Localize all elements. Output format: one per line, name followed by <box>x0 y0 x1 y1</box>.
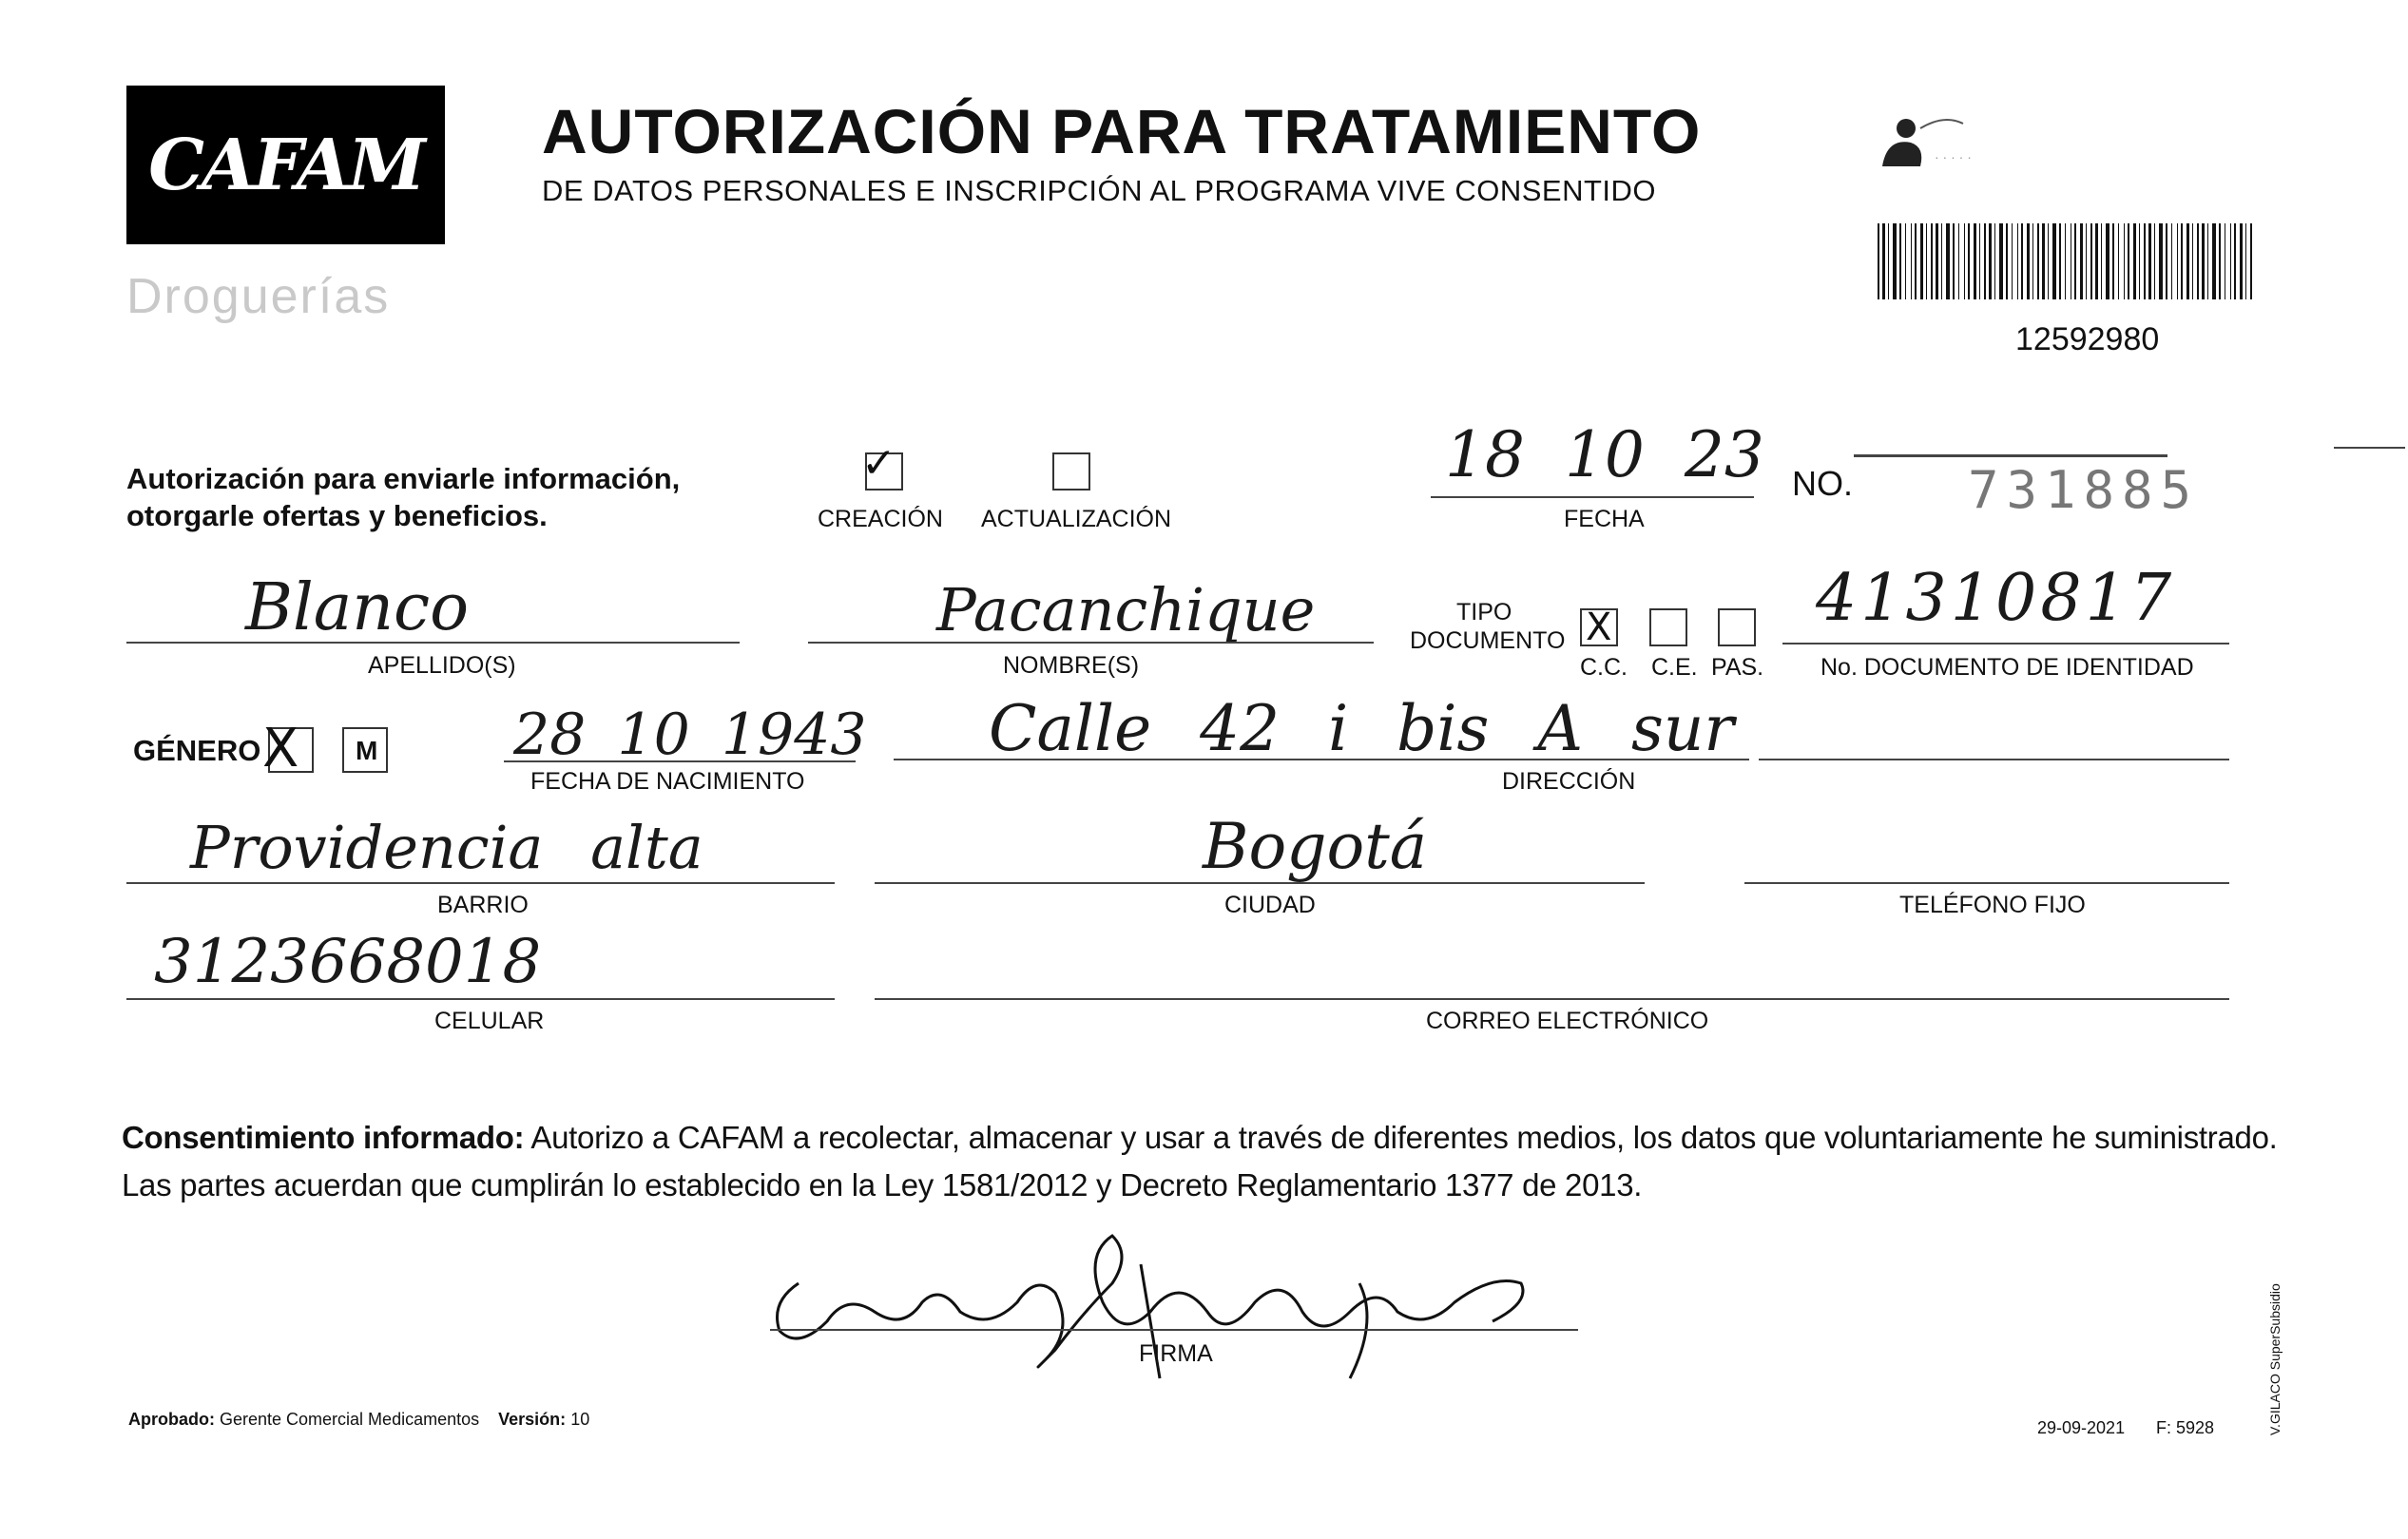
barcode-bar <box>1882 223 1885 299</box>
barcode-bar <box>2021 223 2023 299</box>
celular-label: CELULAR <box>434 1008 545 1034</box>
barcode-bar <box>2240 223 2243 299</box>
barcode-bar <box>1920 223 1923 299</box>
correo-label: CORREO ELECTRÓNICO <box>1426 1008 1709 1034</box>
svg-text:· · · · ·: · · · · · <box>1935 149 1972 164</box>
barcode-bar <box>1878 223 1879 299</box>
barcode-bar <box>1893 223 1897 299</box>
barcode-bar <box>2017 223 2018 299</box>
barcode-bar <box>2090 223 2092 299</box>
actualizacion-checkbox[interactable] <box>1052 452 1090 491</box>
ce-checkbox[interactable] <box>1649 608 1687 646</box>
barcode-bar <box>2106 223 2109 299</box>
barcode-bar <box>2059 223 2061 299</box>
barcode-bar <box>1999 223 2003 299</box>
documento-line <box>1782 643 2229 644</box>
ciudad-value: Bogotá <box>1203 810 1428 883</box>
barcode-bar <box>2128 223 2129 299</box>
telefono-line <box>1744 882 2229 884</box>
barcode-bar <box>1941 223 1942 299</box>
tipo-documento-label-2: DOCUMENTO <box>1410 627 1566 654</box>
nombres-label: NOMBRE(S) <box>1003 652 1140 679</box>
document-subtitle: DE DATOS PERSONALES E INSCRIPCIÓN AL PROGRAMA VIVE CONSENTIDO <box>542 174 1657 207</box>
barcode-bar <box>2234 223 2236 299</box>
no-value: 731885 <box>1968 460 2200 520</box>
apellidos-label: APELLIDO(S) <box>368 652 516 679</box>
barcode-bar <box>2112 223 2114 299</box>
direccion-line-1 <box>894 759 1749 760</box>
consent-line-1 <box>122 1120 2278 1156</box>
barcode-bar <box>2124 223 2125 299</box>
creacion-label: CREACIÓN <box>818 506 943 532</box>
barcode <box>1878 223 2258 304</box>
direccion-label: DIRECCIÓN <box>1502 768 1636 795</box>
barrio-value: Providencia alta <box>190 813 703 882</box>
cc-label: C.C. <box>1580 654 1628 681</box>
supersubsidio-logo <box>1868 100 2058 176</box>
barcode-bar <box>2086 223 2087 299</box>
edge-mark <box>2334 447 2405 449</box>
barcode-bar <box>2074 223 2076 299</box>
barcode-bar <box>1964 223 1965 299</box>
barcode-bar <box>2139 223 2140 299</box>
ce-label: C.E. <box>1651 654 1698 681</box>
authorization-text-line2: otorgarle ofertas y beneficios. <box>126 499 548 532</box>
consent-text-1: Autorizo a CAFAM a recolectar, almacenar y usar a través de diferentes medios, los datos que voluntariamente he suministrado. <box>530 1120 2278 1155</box>
barcode-bar <box>1926 223 1927 299</box>
approved-label: Aprobado: <box>128 1410 215 1429</box>
ciudad-line <box>875 882 1645 884</box>
signature-line <box>770 1329 1578 1331</box>
barcode-bar <box>2095 223 2098 299</box>
signature-label: FIRMA <box>1139 1340 1213 1367</box>
barrio-label: BARRIO <box>437 892 529 918</box>
telefono-label: TELÉFONO FIJO <box>1899 892 2086 918</box>
nombres-line <box>808 642 1374 644</box>
pas-label: PAS. <box>1711 654 1764 681</box>
barcode-bar <box>2118 223 2119 299</box>
barcode-bar <box>2202 223 2205 299</box>
barcode-bar <box>2207 223 2208 299</box>
barcode-bar <box>1888 223 1889 299</box>
barcode-bar <box>2154 223 2155 299</box>
barcode-bar <box>2006 223 2008 299</box>
barcode-bar <box>1979 223 1980 299</box>
logo-subtitle: Droguerías <box>126 269 391 324</box>
barcode-bar <box>2052 223 2056 299</box>
celular-line <box>126 998 835 1000</box>
authorization-text-line1: Autorización para enviarle información, <box>126 462 681 495</box>
nacimiento-label: FECHA DE NACIMIENTO <box>530 768 805 795</box>
no-label: NO. <box>1792 464 1854 503</box>
barcode-bar <box>2012 223 2013 299</box>
barcode-bar <box>2032 223 2033 299</box>
genero-f-mark: X <box>262 718 299 779</box>
barcode-bar <box>2159 223 2163 299</box>
barcode-bar <box>2177 223 2178 299</box>
cafam-logo <box>126 86 445 244</box>
barcode-bar <box>2192 223 2193 299</box>
barcode-bar <box>2027 223 2030 299</box>
barcode-bar <box>1936 223 1938 299</box>
footer-approved <box>128 1410 589 1430</box>
barcode-bar <box>1899 223 1901 299</box>
barcode-bar <box>1953 223 1955 299</box>
version-value: 10 <box>570 1410 590 1429</box>
consent-text-2: Las partes acuerdan que cumplirán lo establecido en la Ley 1581/2012 y Decreto Reglamentario 1377 de 2013. <box>122 1167 1643 1202</box>
barcode-bar <box>2212 223 2216 299</box>
barcode-bar <box>1984 223 1986 299</box>
no-line <box>1854 454 2167 457</box>
barcode-bar <box>2230 223 2231 299</box>
barcode-bar <box>1989 223 1992 299</box>
barcode-number: 12592980 <box>2015 321 2160 357</box>
barcode-bar <box>2197 223 2199 299</box>
direccion-value: Calle 42 i bis A sur <box>989 692 1734 765</box>
barcode-bar <box>2171 223 2172 299</box>
document-title: AUTORIZACIÓN PARA TRATAMIENTO <box>542 96 1702 166</box>
cafam-logo-text: CAFAM <box>148 124 423 206</box>
barcode-bar <box>2181 223 2183 299</box>
barcode-bar <box>2042 223 2045 299</box>
barcode-bar <box>1911 223 1912 299</box>
genero-label: GÉNERO <box>133 734 261 767</box>
barrio-line <box>126 882 835 884</box>
consent-heading: Consentimiento informado: <box>122 1120 525 1155</box>
footer-form-code: F: 5928 <box>2156 1418 2215 1437</box>
genero-m-label: M <box>356 736 378 765</box>
fecha-label: FECHA <box>1564 506 1645 532</box>
barcode-bar <box>2065 223 2066 299</box>
barcode-bar <box>2037 223 2039 299</box>
pas-checkbox[interactable] <box>1718 608 1756 646</box>
barcode-bar <box>2133 223 2136 299</box>
barcode-bar <box>1968 223 1970 299</box>
documento-value: 41310817 <box>1816 561 2176 636</box>
barcode-bar <box>2148 223 2151 299</box>
barcode-bar <box>1974 223 1976 299</box>
nombres-value: Pacanchique <box>936 575 1316 644</box>
barcode-bar <box>2219 223 2221 299</box>
correo-line <box>875 998 2229 1000</box>
actualizacion-label: ACTUALIZACIÓN <box>981 506 1172 532</box>
barcode-bar <box>2186 223 2189 299</box>
apellidos-value: Blanco <box>245 570 470 645</box>
nacimiento-value: 28 10 1943 <box>513 702 867 768</box>
tipo-documento-label-1: TIPO <box>1456 599 1512 625</box>
version-label: Versión: <box>498 1410 567 1429</box>
cc-check-mark: X <box>1586 606 1612 649</box>
barcode-bar <box>2048 223 2049 299</box>
nacimiento-line <box>504 760 856 762</box>
barcode-bar <box>1931 223 1933 299</box>
celular-value: 3123668018 <box>154 927 542 997</box>
footer-date: 29-09-2021 <box>2037 1418 2126 1437</box>
barcode-bar <box>2250 223 2252 299</box>
barcode-bar <box>1994 223 1995 299</box>
barcode-bar <box>2144 223 2146 299</box>
documento-label: No. DOCUMENTO DE IDENTIDAD <box>1820 654 2194 681</box>
footer-vertical-text: V.GILACO SuperSubsidio <box>2267 1283 2283 1435</box>
apellidos-line <box>126 642 740 644</box>
approved-value: Gerente Comercial Medicamentos <box>220 1410 480 1429</box>
fecha-line <box>1431 496 1754 498</box>
barcode-bar <box>2245 223 2246 299</box>
barcode-bar <box>1905 223 1906 299</box>
creacion-check-mark: ✓ <box>861 439 896 488</box>
barcode-bar <box>1915 223 1917 299</box>
barcode-bar <box>2080 223 2083 299</box>
ciudad-label: CIUDAD <box>1224 892 1316 918</box>
barcode-bar <box>1946 223 1950 299</box>
fecha-value: 18 10 23 <box>1445 418 1764 491</box>
barcode-bar <box>2101 223 2102 299</box>
barcode-bar <box>2166 223 2167 299</box>
direccion-line-2 <box>1759 759 2229 760</box>
barcode-bar <box>1958 223 1959 299</box>
